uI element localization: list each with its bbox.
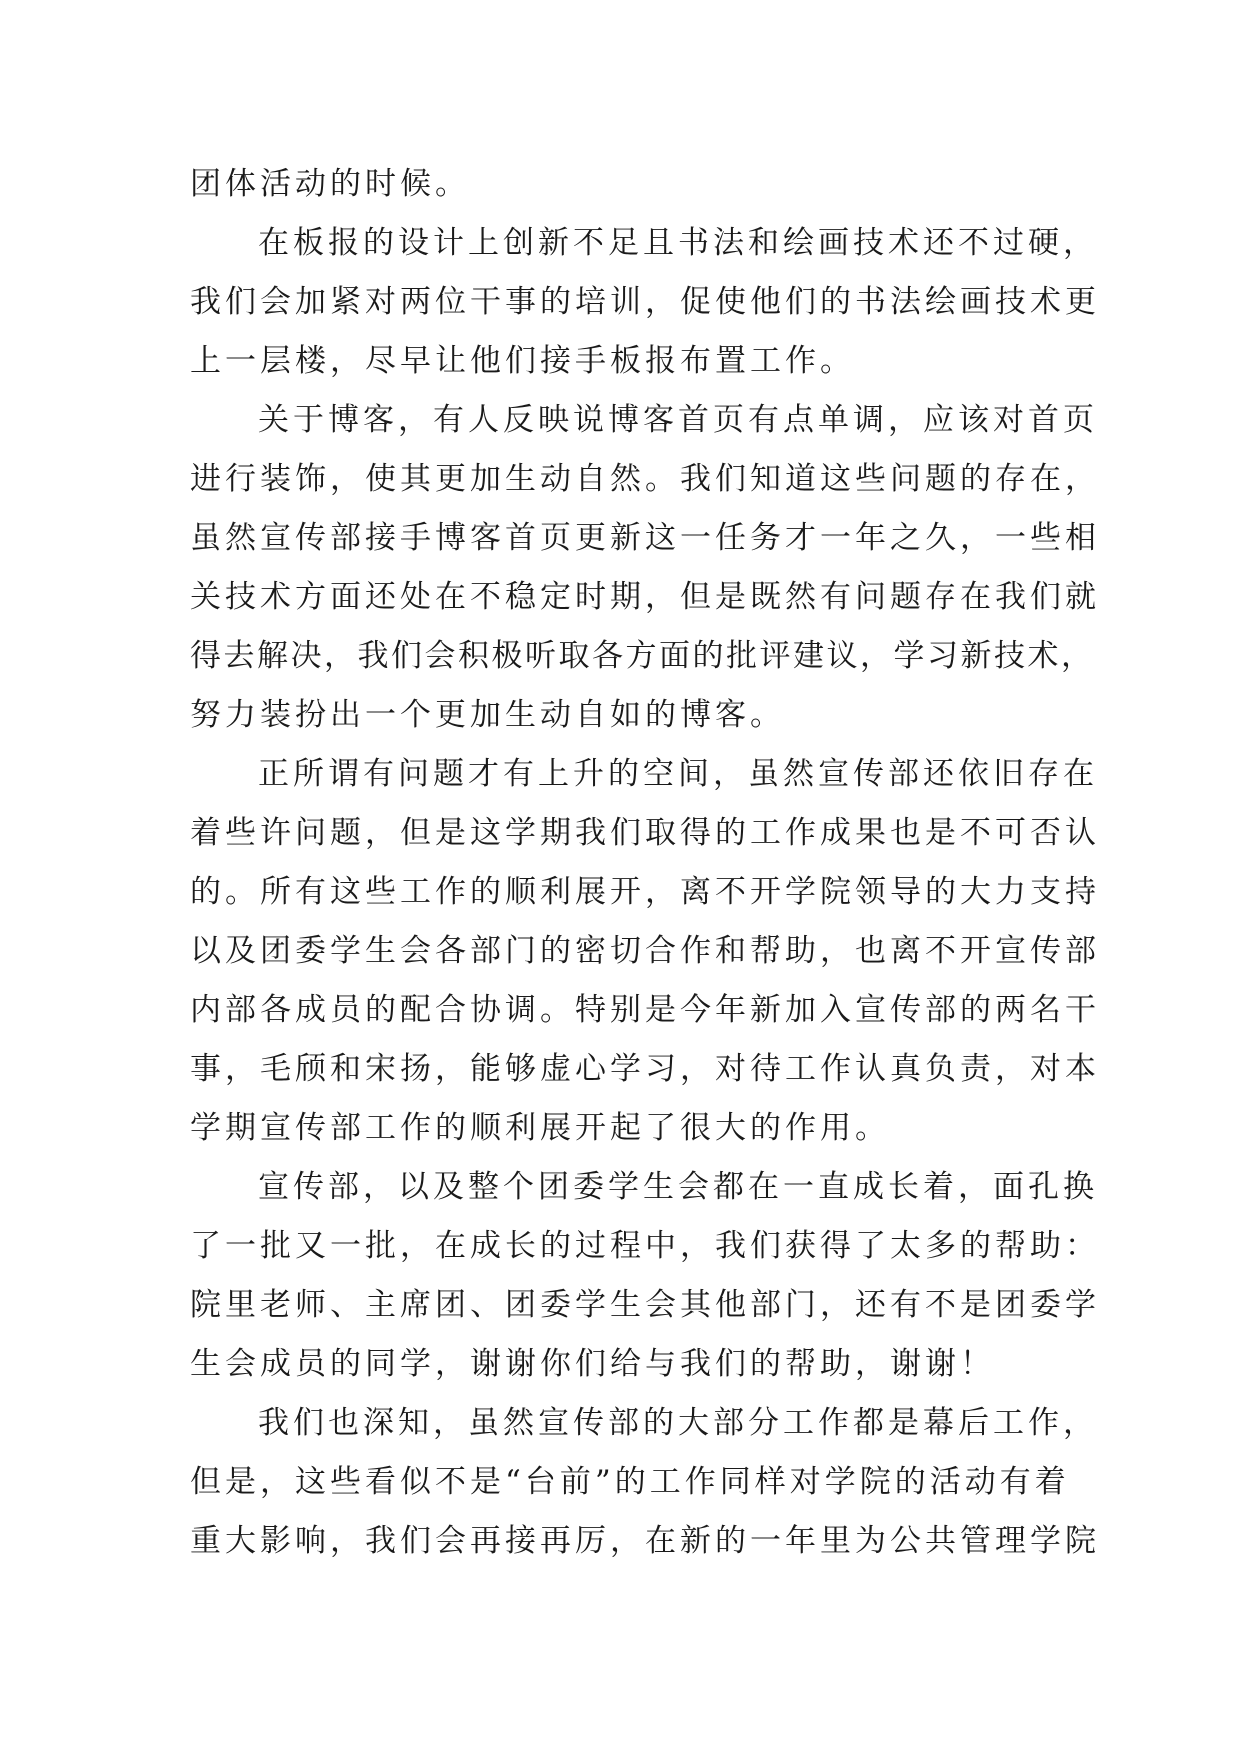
text-line: 努力装扮出一个更加生动自如的博客。 bbox=[190, 697, 785, 733]
paragraph-first-line: 正所谓有问题才有上升的空间，虽然宣传部还依旧存在 bbox=[258, 756, 1098, 792]
text-line: 我们会加紧对两位干事的培训，促使他们的书法绘画技术更 bbox=[190, 284, 1100, 320]
text-line: 虽然宣传部接手博客首页更新这一任务才一年之久，一些相 bbox=[190, 520, 1100, 556]
paragraph-first-line: 关于博客，有人反映说博客首页有点单调，应该对首页 bbox=[258, 402, 1098, 438]
paragraph-first-line: 宣传部，以及整个团委学生会都在一直成长着，面孔换 bbox=[258, 1169, 1098, 1205]
text-line: 了一批又一批，在成长的过程中，我们获得了太多的帮助： bbox=[190, 1228, 1100, 1264]
text-line: 重大影响，我们会再接再厉，在新的一年里为公共管理学院 bbox=[190, 1523, 1100, 1559]
text-line: 事，毛颀和宋扬，能够虚心学习，对待工作认真负责，对本 bbox=[190, 1051, 1100, 1087]
text-line: 内部各成员的配合协调。特别是今年新加入宣传部的两名干 bbox=[190, 992, 1100, 1028]
text-line: 关技术方面还处在不稳定时期，但是既然有问题存在我们就 bbox=[190, 579, 1100, 615]
text-line: 学期宣传部工作的顺利展开起了很大的作用。 bbox=[190, 1110, 890, 1146]
text-line: 进行装饰，使其更加生动自然。我们知道这些问题的存在， bbox=[190, 461, 1100, 497]
text-line: 着些许问题，但是这学期我们取得的工作成果也是不可否认 bbox=[190, 815, 1100, 851]
text-line: 得去解决，我们会积极听取各方面的批评建议，学习新技术， bbox=[190, 638, 1095, 674]
text-line: 但是，这些看似不是“台前”的工作同样对学院的活动有着 bbox=[190, 1464, 1070, 1500]
text-line: 生会成员的同学，谢谢你们给与我们的帮助，谢谢！ bbox=[190, 1346, 995, 1382]
text-line: 上一层楼，尽早让他们接手板报布置工作。 bbox=[190, 343, 855, 379]
paragraph-first-line: 在板报的设计上创新不足且书法和绘画技术还不过硬， bbox=[258, 225, 1098, 261]
text-line: 团体活动的时候。 bbox=[190, 166, 470, 202]
text-line: 院里老师、主席团、团委学生会其他部门，还有不是团委学 bbox=[190, 1287, 1100, 1323]
text-line: 以及团委学生会各部门的密切合作和帮助，也离不开宣传部 bbox=[190, 933, 1100, 969]
body-text bbox=[190, 155, 1100, 1571]
paragraph-first-line: 我们也深知，虽然宣传部的大部分工作都是幕后工作， bbox=[258, 1405, 1098, 1441]
text-line: 的。所有这些工作的顺利展开，离不开学院领导的大力支持 bbox=[190, 874, 1100, 910]
